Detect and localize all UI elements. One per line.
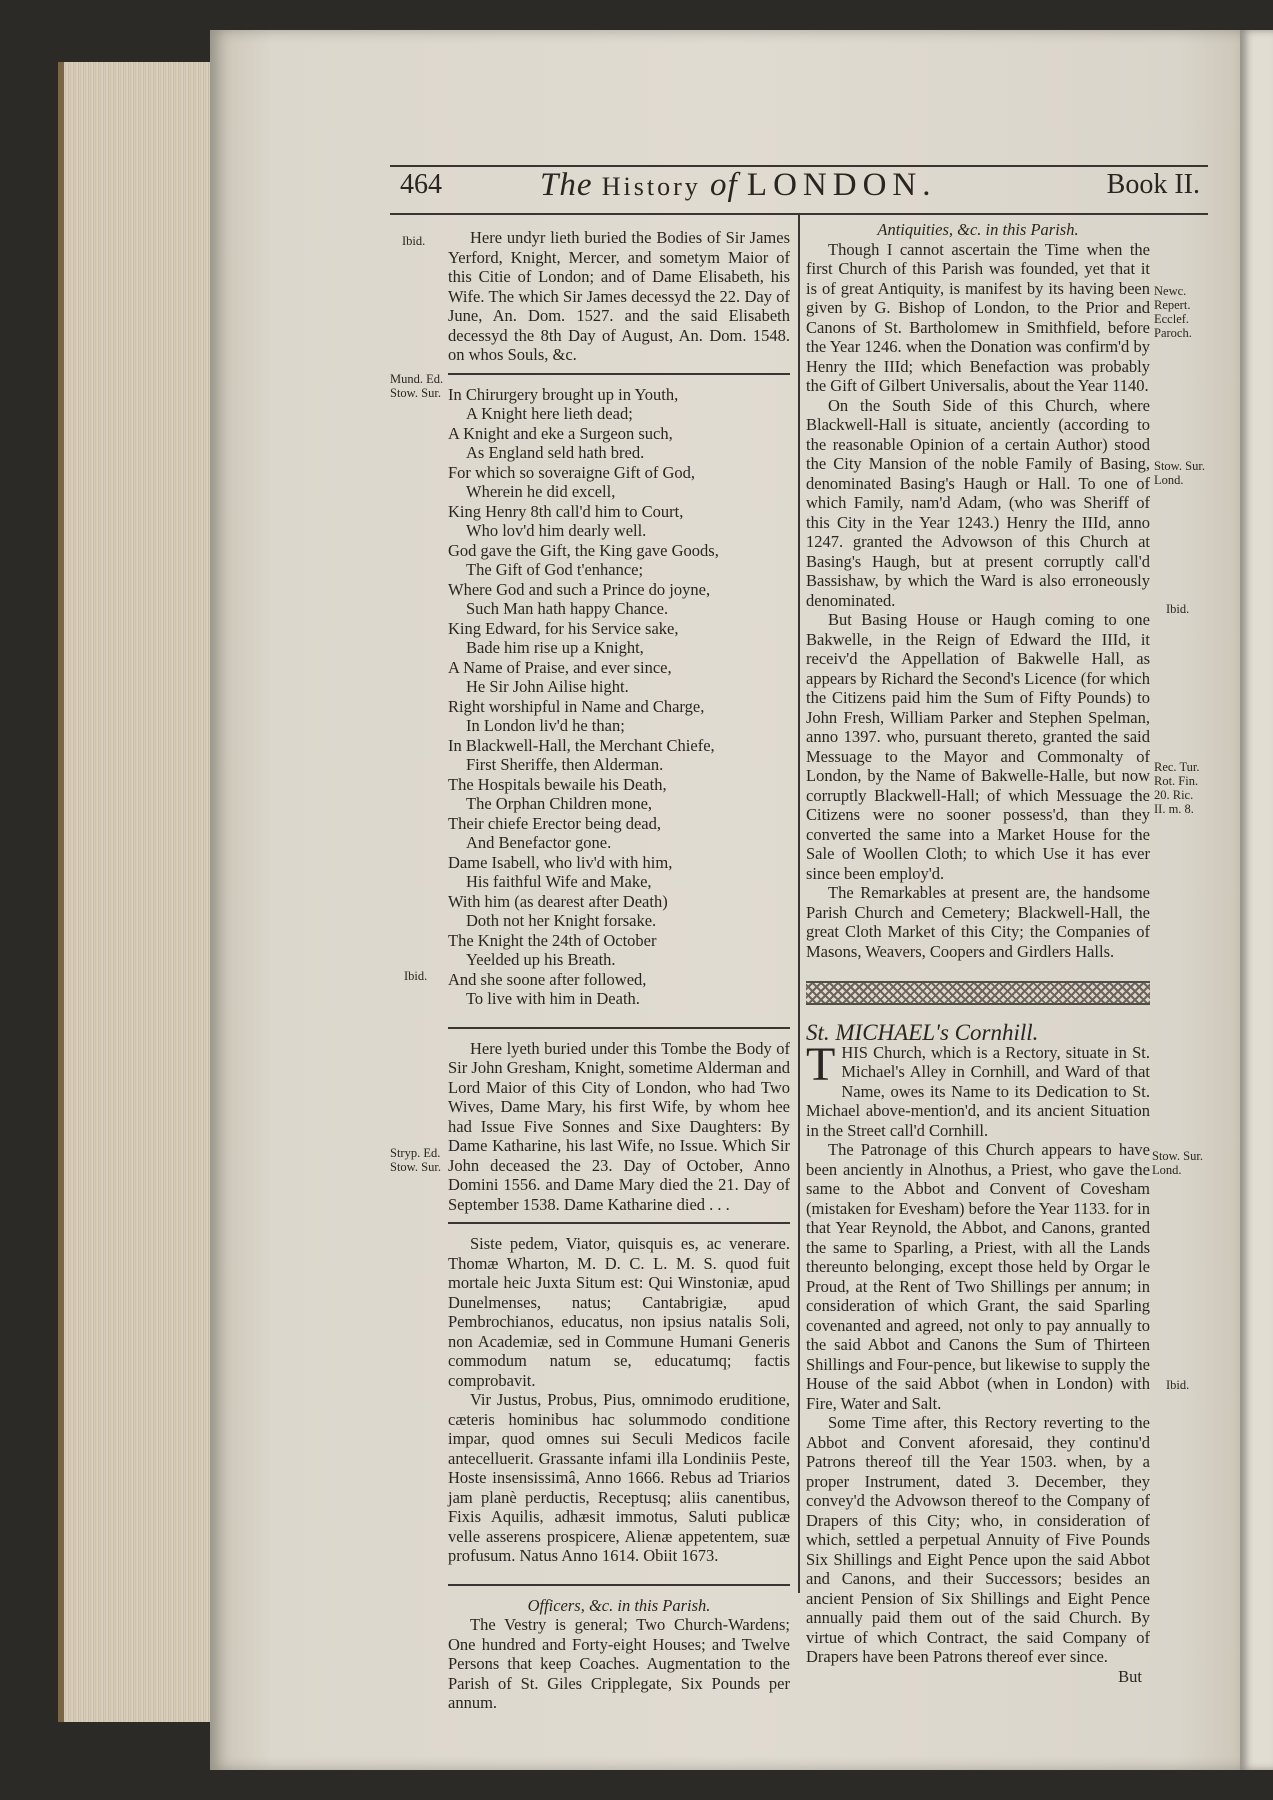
title-the: The [540, 167, 593, 203]
margin-note: Ibid. [1166, 602, 1190, 616]
poem-line: In Chirurgery brought up in Youth, [448, 384, 679, 404]
poem-line: In Blackwell-Hall, the Merchant Chiefe, [448, 735, 715, 755]
running-header [390, 165, 1208, 215]
divider [448, 1027, 790, 1029]
poem-line: Such Man hath happy Chance. [466, 599, 669, 618]
poem-line: Wherein he did excell, [466, 482, 616, 501]
poem-line: A Knight and eke a Surgeon such, [448, 423, 673, 443]
poem-line: A Knight here lieth dead; [466, 404, 633, 423]
antiquities-p3: But Basing House or Haugh coming to one Bakwelle, in the Reign of Edward the IIId, it receiv'd the Appellation of Bakwelle Hall, as appears by Richard the Second's Licence (for which the Citizens paid him the Sum of Fifty Pounds) to John Fresh, William Parker and Stephen Spelman, anno 1397. who, pursuant thereto, granted the said Messuage to the Mayor and Commonalty of London, by the Name of Bakwelle-Halle, but now corruptly Blackwell-Hall; of which Messuage the Citizens were no sooner possess'd, than they converted the same into a Market House for the Sale of Woollen Cloth; to which Use it has ever since been employ'd. [806, 610, 1150, 883]
title-of: of [710, 167, 738, 203]
drop-cap: T [806, 1037, 836, 1091]
poem-line: Where God and such a Prince do joyne, [448, 579, 711, 599]
poem-line: Dame Isabell, who liv'd with him, [448, 852, 673, 872]
antiquities-p2: On the South Side of this Church, where Blackwell-Hall is situate, anciently (according to the reasonable Opinion of a certain Author) stood the City Mansion of the noble Family of Basing, denominated Basing's Haugh or Hall. To one of which Family, nam'd Adam, (who was Sheriff of this City in the Year 1243.) Henry the IIId, anno 1247. granted the Advowson of this Church at Basing's Haugh, but at present corruptly call'd Bassishaw, by which the Ward is also erroneously denominated. [806, 395, 1150, 610]
poem-line: Their chiefe Erector being dead, [448, 813, 662, 833]
ornament-band [806, 981, 1150, 1005]
poem-line: The Knight the 24th of October [448, 930, 657, 950]
poem-line: Doth not her Knight forsake. [466, 911, 657, 930]
patronage-p2: Some Time after, this Rectory reverting to the Abbot and Convent aforesaid, they continu'd Patrons thereof till the Year 1503. when, by a proper Instrument, dated 3. December, they convey'd the Advowson thereof to the Company of Drapers of this City; who, in consideration of which, settled a perpetual Annuity of Five Pounds Six Shillings and Eight Pence upon the said Abbot and Canons, and their Successors; besides an ancient Pension of Six Shillings and Eight Pence annually paid them out of the said Church. By virtue of which Contract, the said Company of Drapers have been Patrons thereof ever since. [806, 1413, 1150, 1666]
poem-line: God gave the Gift, the King gave Goods, [448, 540, 719, 560]
poem-line: As England seld hath bred. [466, 443, 645, 462]
catchword: But [1118, 1666, 1142, 1686]
margin-note: Stow. Sur. Lond. [1154, 459, 1205, 487]
poem-line: And she soone after followed, [448, 969, 647, 989]
page-edges [58, 62, 224, 1722]
poem-line: First Sheriffe, then Alderman. [466, 755, 664, 774]
poem-line: For which so soveraigne Gift of God, [448, 462, 696, 482]
poem-line: Bade him rise up a Knight, [466, 638, 644, 657]
column-rule [798, 213, 800, 1593]
page-number: 464 [400, 169, 442, 200]
poem-line: A Name of Praise, and ever since, [448, 657, 672, 677]
margin-note: Ibid. [402, 234, 426, 248]
poem-line: The Orphan Children mone, [466, 794, 653, 813]
margin-note: Newc. Repert. Ecclef. Paroch. [1154, 284, 1192, 340]
poem-line: With him (as dearest after Death) [448, 891, 668, 911]
poem-line: And Benefactor gone. [466, 833, 612, 852]
patronage-p1: The Patronage of this Church appears to have been anciently in Alnothus, a Priest, who gave the same to the Abbot and Convent of Covesham (mistaken for Evesham) before the Year 1133. for in that Year Reynold, the Abbot, and Canons, granted the same to Sparling, a Priest, with all the Lands thereunto belonging, except those held by Orgar le Proud, at the Rent of Two Shillings per annum; in consideration of which Grant, the said Sparling covenanted and agreed, not only to pay annually to the said Abbot and Canons the Sum of Thirteen Shillings and Four-pence, but likewise to supply the House of the said Abbot (when in London) with Fire, Water and Salt. [806, 1140, 1150, 1413]
title-london: LONDON. [746, 167, 937, 203]
epitaph-yerford: Here undyr lieth buried the Bodies of Sir James Yerford, Knight, Mercer, and sometym Maior of this Citie of London; and of Dame Elisabeth, his Wife. The which Sir James decessyd the 22. Day of June, An. Dom. 1527. and the said Elisabeth decessyd the 8th Day of August, An. Dom. 1548. on whos Souls, &c. [448, 228, 790, 364]
section-title: St. MICHAEL's Cornhill. [806, 1020, 1039, 1045]
margin-note: Mund. Ed. Stow. Sur. [390, 372, 444, 400]
poem-line: The Hospitals bewaile his Death, [448, 774, 667, 794]
right-column [806, 220, 1150, 1686]
epitaph-poem [448, 385, 790, 1009]
divider [448, 1222, 790, 1224]
section-intro-text: HIS Church, which is a Rectory, situate in St. Michael's Alley in Cornhill, and Ward of that Name, owes its Name to its Dedication to St. Michael above-mention'd, and its ancient Situation in the Street call'd Cornhill. [806, 1042, 1150, 1140]
epitaph-gresham: Here lyeth buried under this Tombe the Body of Sir John Gresham, Knight, sometime Alderman and Lord Maior of this City of London, who had Two Wives, Dame Mary, his first Wife, by whom hee had Issue Five Sonnes and Sixe Daughters: By Dame Katharine, his last Wife, no Issue. Which Sir John deceased the 23. Day of October, Anno Domini 1556. and Dame Mary died the 21. Day of September 1538. Dame Katharine died . . . [448, 1038, 790, 1214]
poem-line: The Gift of God t'enhance; [466, 560, 644, 579]
poem-line: His faithful Wife and Make, [466, 872, 652, 891]
left-column [448, 228, 790, 1713]
divider [448, 373, 790, 375]
officers-text: The Vestry is general; Two Church-Wardens; One hundred and Forty-eight Houses; and Twelve Persons that keep Coaches. Augmentation to the Parish of St. Giles Cripplegate, Six Pounds per annum. [448, 1615, 790, 1712]
divider [448, 1584, 790, 1586]
margin-note: Stryp. Ed. Stow. Sur. [390, 1146, 441, 1174]
epitaph-wharton: Siste pedem, Viator, quisquis es, ac venerare. Thomæ Wharton, M. D. C. L. M. S. quod fuit mortale heic Juxta Situm est: Qui Winstoniæ, apud Dunelmenses, natus; Cantabrigiæ, apud Pembrochianos, educatus, non ipsius natalis Soli, non Academiæ, sed in Commune Humani Generis commodum natum se, educatumq; factis comprobavit. [448, 1234, 790, 1390]
margin-note: Ibid. [404, 969, 428, 983]
poem-line: He Sir John Ailise hight. [466, 677, 629, 696]
antiquities-p1: Though I cannot ascertain the Time when the first Church of this Parish was founded, yet that it is of great Antiquity, is manifest by its having been given by G. Bishop of London, to the Prior and Canons of St. Bartholomew in Smithfield, before the Year 1246. when the Donation was confirm'd by Henry the IIId; which Benefaction was probably the Gift of Gilbert Universalis, about the Year 1140. [806, 239, 1150, 395]
poem-line: To live with him in Death. [466, 989, 640, 1008]
facing-page-edge [1240, 30, 1273, 1770]
remarkables: The Remarkables at present are, the handsome Parish Church and Cemetery; Blackwell-Hall, the great Cloth Market of this City; the Companies of Masons, Weavers, Coopers and Girdlers Halls. [806, 883, 1150, 961]
section-intro [806, 1037, 1150, 1141]
poem-line: In London liv'd he than; [466, 716, 625, 735]
book-label: Book II. [1106, 169, 1200, 200]
title-history: History [601, 172, 701, 201]
epitaph-wharton-cont: Vir Justus, Probus, Pius, omnimodo eruditione, cæteris hominibus hac solummodo conditione impar, quod omnes sui Seculi Medicos facile antecelluerit. Grassante infami illa Londiniis Peste, Hoste insensissimâ, Anno 1666. Rebus ad Triarios jam planè perductis, Receptusq; aliis canentibus, Fixis Aquilis, adhæsit immotus, Saluti publicæ velle asserens prospicere, Alienæ appetentem, suæ profusum. Natus Anno 1614. Obiit 1673. [448, 1390, 790, 1565]
page-title [540, 167, 937, 204]
poem-line: King Edward, for his Service sake, [448, 618, 679, 638]
margin-note: Rec. Tur. Rot. Fin. 20. Ric. II. m. 8. [1154, 760, 1200, 816]
poem-line: King Henry 8th call'd him to Court, [448, 501, 684, 521]
margin-note: Ibid. [1166, 1378, 1190, 1392]
poem-line: Right worshipful in Name and Charge, [448, 696, 705, 716]
officers-heading: Officers, &c. in this Parish. [527, 1595, 711, 1615]
margin-note: Stow. Sur. Lond. [1152, 1149, 1203, 1177]
poem-line: Who lov'd him dearly well. [466, 521, 647, 540]
poem-line: Yeelded up his Breath. [466, 950, 616, 969]
antiquities-heading: Antiquities, &c. in this Parish. [877, 220, 1079, 239]
